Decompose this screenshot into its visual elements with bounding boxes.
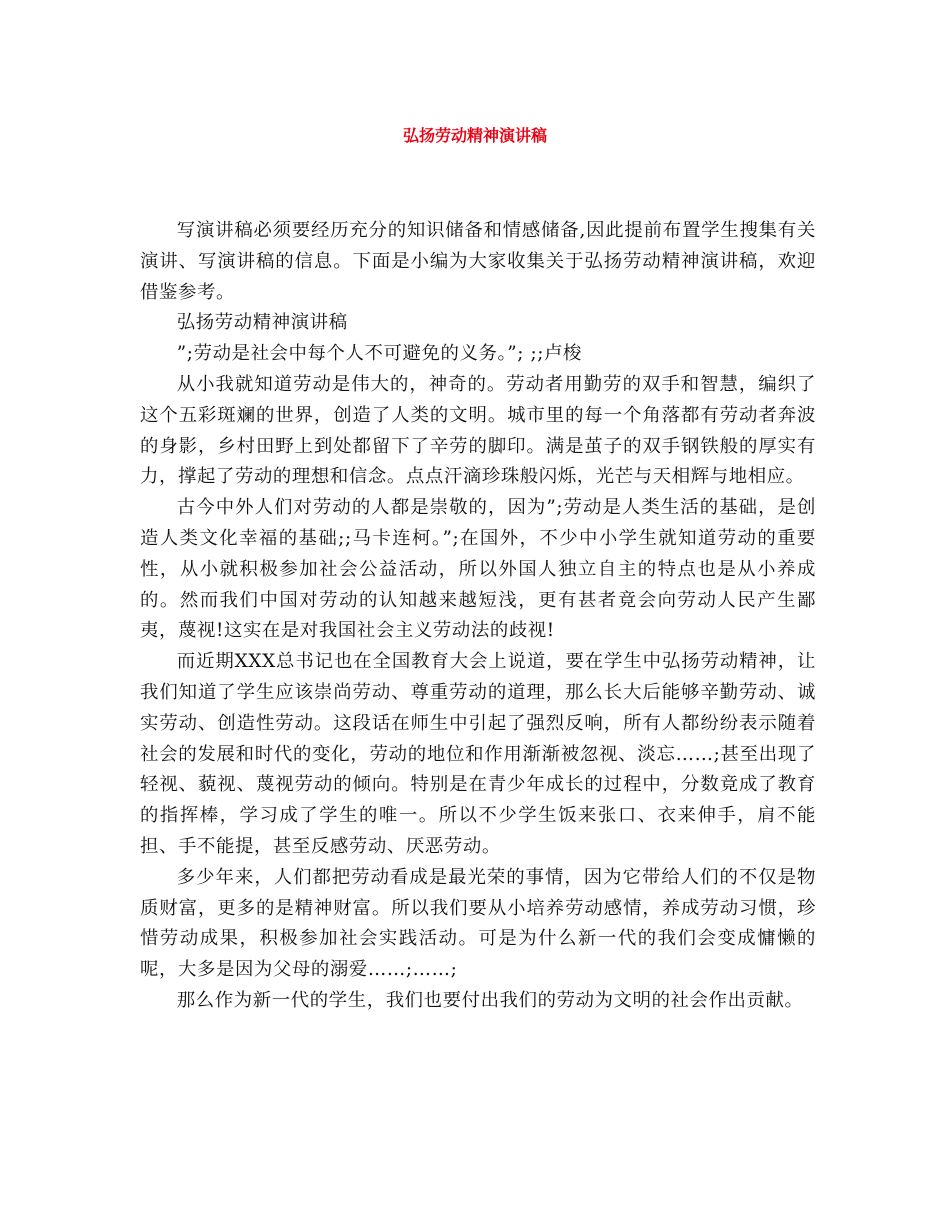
paragraph-body: 从小我就知道劳动是伟大的，神奇的。劳动者用勤劳的双手和智慧，编织了这个五彩斑斓的世界，创造了人类的文明。城市里的每一个角落都有劳动者奔波的身影，乡村田野上到处都留下了辛劳的脚印。满是茧子的双手钢铁般的厚实有力，撑起了劳动的理想和信念。点点汗滴珍珠般闪烁，光芒与天相辉与地相应。 [140,373,816,488]
document-body [140,216,816,1017]
document-title: 弘扬劳动精神演讲稿 [402,126,547,145]
paragraph-subtitle: 弘扬劳动精神演讲稿 [176,312,348,334]
paragraph-conclusion: 那么作为新一代的学生，我们也要付出我们的劳动为文明的社会作出贡献。 [176,989,804,1011]
paragraph-body: 而近期XXX总书记也在全国教育大会上说道，要在学生中弘扬劳动精神，让我们知道了学生应该崇尚劳动、尊重劳动的道理，那么长大后能够辛勤劳动、诚实劳动、创造性劳动。这段话在师生中引起了强烈反响，所有人都纷纷表示随着社会的发展和时代的变化，劳动的地位和作用渐渐被忽视、淡忘……;甚至出现了轻视、藐视、蔑视劳动的倾向。特别是在青少年成长的过程中，分数竟成了教育的指挥棒，学习成了学生的唯一。所以不少学生饭来张口、衣来伸手，肩不能担、手不能提，甚至反感劳动、厌恶劳动。 [140,651,816,857]
paragraph-body: 多少年来，人们都把劳动看成是最光荣的事情，因为它带给人们的不仅是物质财富，更多的是精神财富。所以我们要从小培养劳动感情，养成劳动习惯，珍惜劳动成果，积极参加社会实践活动。可是为什么新一代的我们会变成慵懒的呢，大多是因为父母的溺爱……;……; [140,866,816,981]
paragraph-intro: 写演讲稿必须要经历充分的知识储备和情感储备,因此提前布置学生搜集有关演讲、写演讲稿的信息。下面是小编为大家收集关于弘扬劳动精神演讲稿，欢迎借鉴参考。 [140,220,816,303]
paragraph-quote: ”;劳动是社会中每个人不可避免的义务。”; ;;卢梭 [176,343,583,365]
paragraph-body: 古今中外人们对劳动的人都是崇敬的，因为”;劳动是人类生活的基础，是创造人类文化幸福的基础;;马卡连柯。”;在国外，不少中小学生就知道劳动的重要性，从小就积极参加社会公益活动，所以外国人独立自主的特点也是从小养成的。然而我们中国对劳动的认知越来越短浅，更有甚者竟会向劳动人民产生鄙夷，蔑视!这实在是对我国社会主义劳动法的歧视! [140,497,816,642]
